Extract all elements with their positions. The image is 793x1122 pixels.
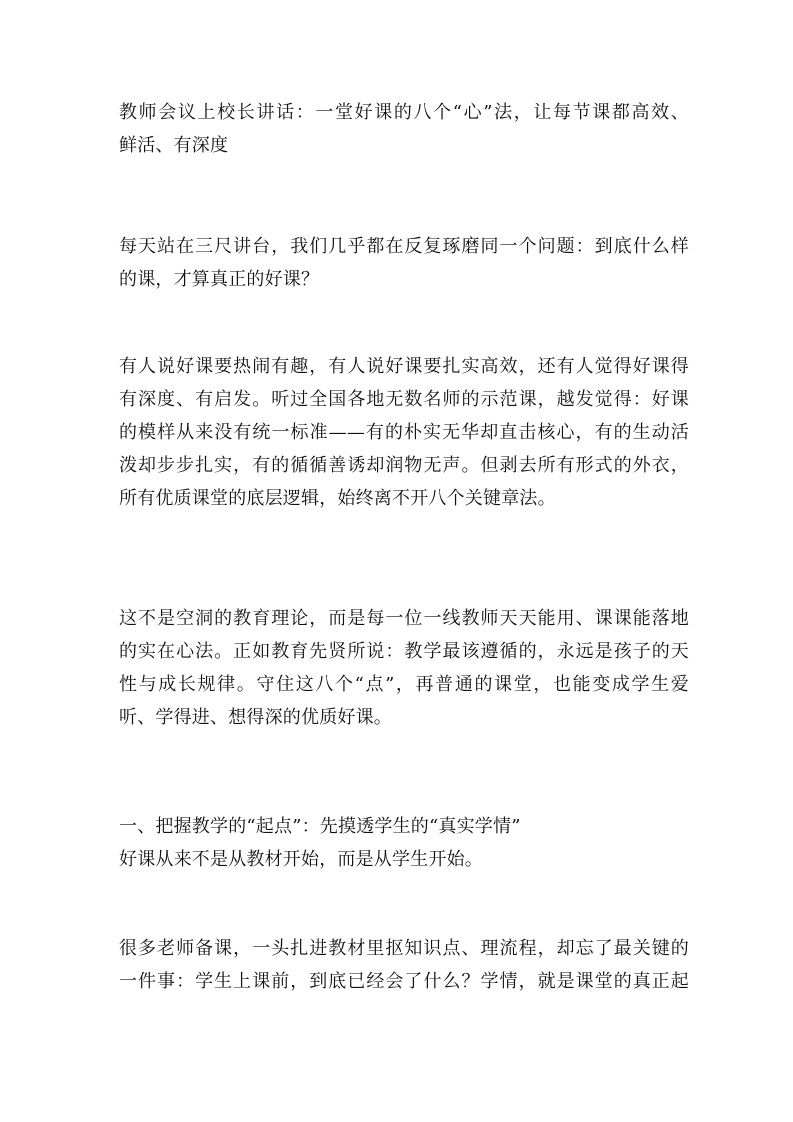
paragraph-2-line-2: 有深度、有启发。听过全国各地无数名师的示范课，越发觉得：好课: [119, 389, 689, 410]
paragraph-1-line-2: 的课，才算真正的好课？: [119, 269, 320, 290]
paragraph-1-line-1: 每天站在三尺讲台，我们几乎都在反复琢磨同一个问题：到底什么样: [119, 236, 689, 257]
title-line-2: 鲜活、有深度: [119, 135, 229, 156]
paragraph-3-line-4: 听、学得进、想得深的优质好课。: [119, 707, 392, 728]
paragraph-3-line-3: 性与成长规律。守住这八个“点”，再普通的课堂，也能变成学生爱: [119, 674, 689, 695]
paragraph-3-line-2: 的实在心法。正如教育先贤所说：教学最该遵循的，永远是孩子的天: [119, 641, 689, 662]
paragraph-3-line-1: 这不是空洞的教育理论，而是每一位一线教师天天能用、课课能落地: [119, 608, 689, 629]
paragraph-3: [119, 602, 689, 734]
paragraph-4: [119, 932, 689, 998]
paragraph-2: [119, 350, 689, 515]
paragraph-4-line-2: 一件事：学生上课前，到底已经会了什么？学情，就是课堂的真正起: [119, 971, 689, 992]
section-1-heading: 一、把握教学的“起点”：先摸透学生的“真实学情”: [119, 816, 521, 837]
paragraph-4-line-1: 很多老师备课，一头扎进教材里抠知识点、理流程，却忘了最关键的: [119, 938, 689, 959]
section-1-lead: 好课从来不是从教材开始，而是从学生开始。: [119, 849, 483, 870]
paragraph-2-line-3: 的模样从来没有统一标准——有的朴实无华却直击核心，有的生动活: [119, 422, 689, 443]
document-title: [119, 96, 689, 162]
paragraph-2-line-1: 有人说好课要热闹有趣，有人说好课要扎实高效，还有人觉得好课得: [119, 356, 689, 377]
paragraph-2-line-4: 泼却步步扎实，有的循循善诱却润物无声。但剥去所有形式的外衣，: [119, 455, 689, 476]
section-1: [119, 810, 689, 876]
paragraph-1: [119, 230, 689, 296]
paragraph-2-line-5: 所有优质课堂的底层逻辑，始终离不开八个关键章法。: [119, 488, 556, 509]
title-line-1: 教师会议上校长讲话：一堂好课的八个“心”法，让每节课都高效、: [119, 102, 689, 123]
